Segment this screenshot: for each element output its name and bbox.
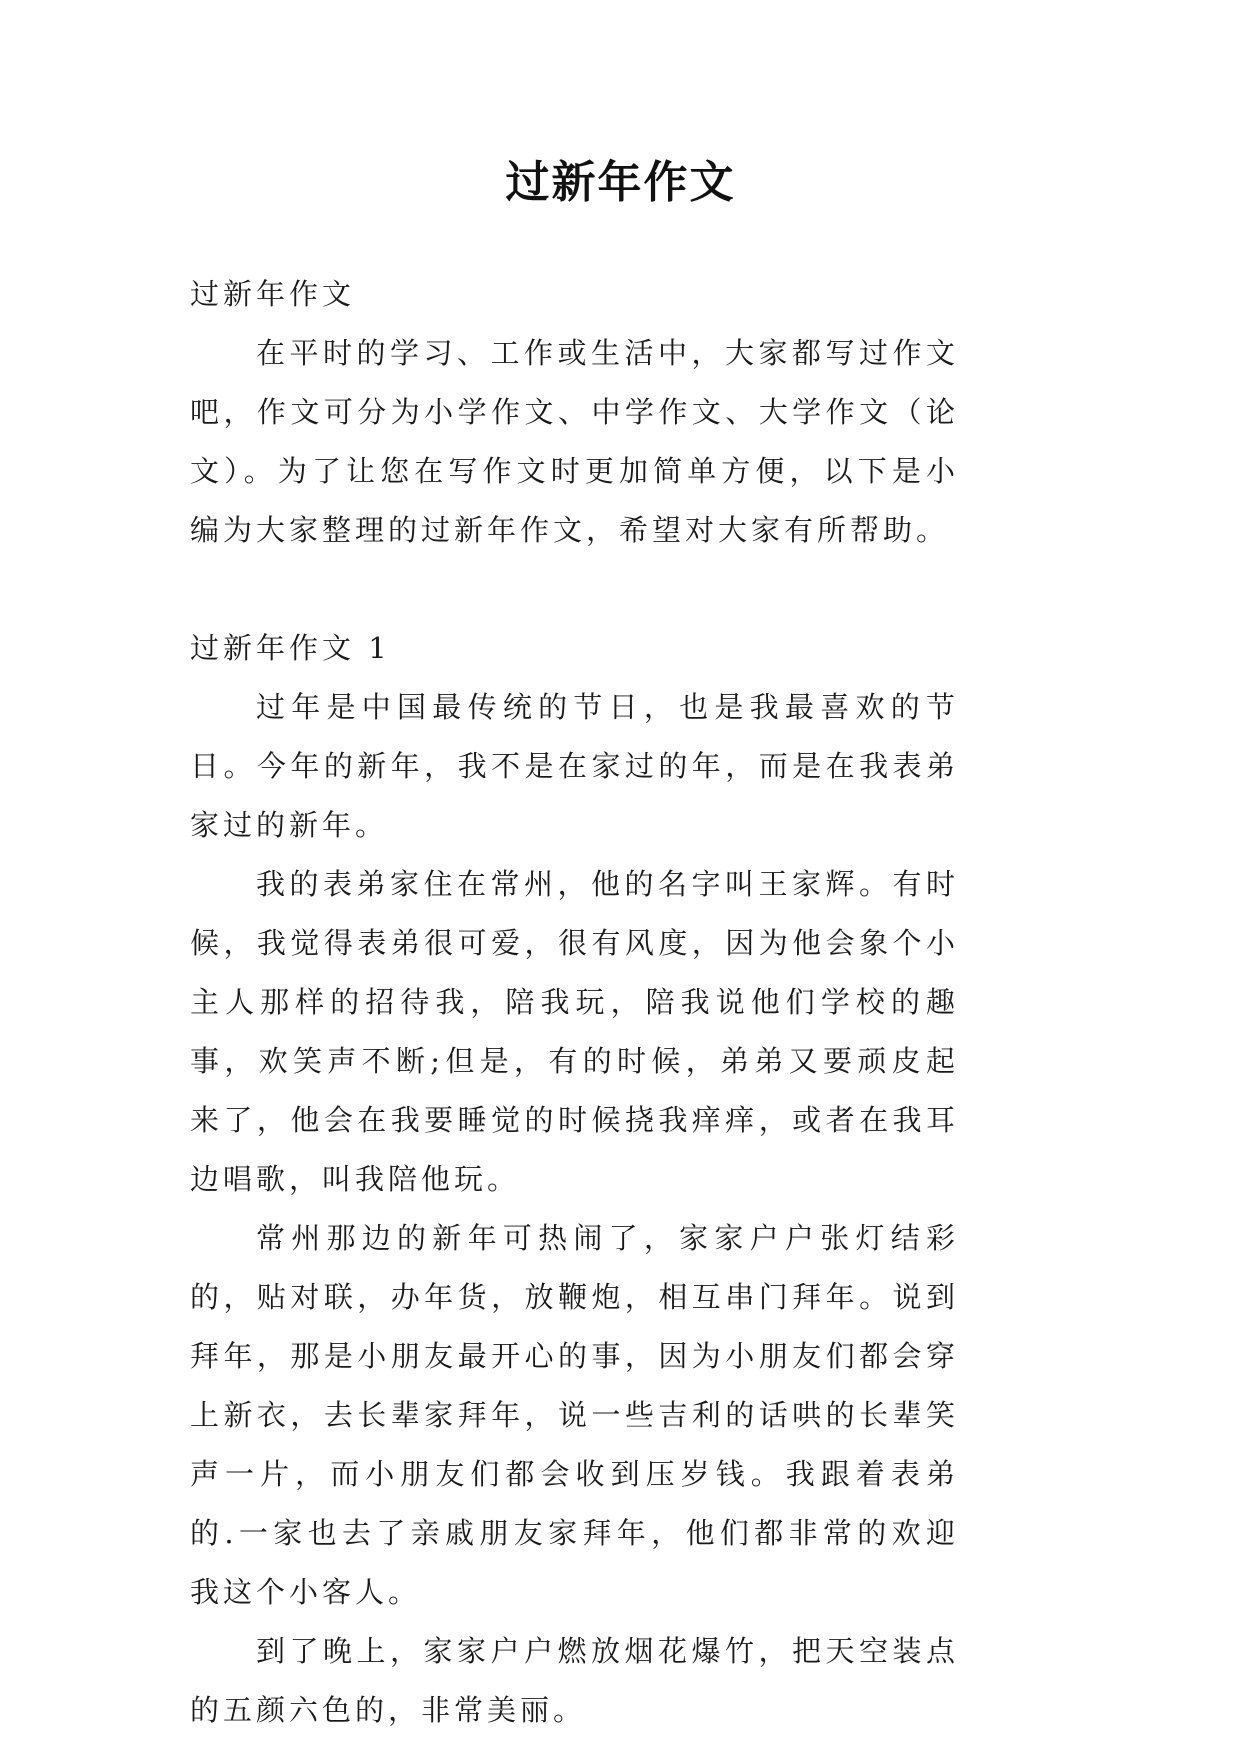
essay-1-paragraph: 到了晚上，家家户户燃放烟花爆竹，把天空装点的五颜六色的，非常美丽。 (190, 1634, 959, 1727)
document-title: 过新年作文 (505, 157, 736, 208)
essay-1-paragraph: 我的表弟家住在常州，他的名字叫王家辉。有时候，我觉得表弟很可爱，很有风度，因为他会象个小主人那样的招待我，陪我玩，陪我说他们学校的趣事，欢笑声不断;但是，有的时候，弟弟又要顽皮起来了，他会在我要睡觉的时候挠我痒痒，或者在我耳边唱歌，叫我陪他玩。 (190, 867, 959, 1196)
section-spacer (190, 560, 959, 619)
essay-1-paragraph: 常州那边的新年可热闹了，家家户户张灯结彩的，贴对联，办年货，放鞭炮，相互串门拜年。说到拜年，那是小朋友最开心的事，因为小朋友们都会穿上新衣，去长辈家拜年，说一些吉利的话哄的长辈笑声一片，而小朋友们都会收到压岁钱。我跟着表弟的.一家也去了亲戚朋友家拜年，他们都非常的欢迎我这个小客人。 (190, 1221, 959, 1609)
essay-1-heading: 过新年作文 1 (190, 631, 391, 665)
intro-heading: 过新年作文 (190, 277, 356, 311)
essay-1-paragraph: 过年是中国最传统的节日，也是我最喜欢的节日。今年的新年，我不是在家过的年，而是在我表弟家过的新年。 (190, 690, 959, 842)
intro-paragraph: 在平时的学习、工作或生活中，大家都写过作文吧，作文可分为小学作文、中学作文、大学作文（论文）。为了让您在写作文时更加简单方便，以下是小编为大家整理的过新年作文，希望对大家有所帮助。 (190, 336, 959, 547)
document-body (190, 265, 959, 1740)
